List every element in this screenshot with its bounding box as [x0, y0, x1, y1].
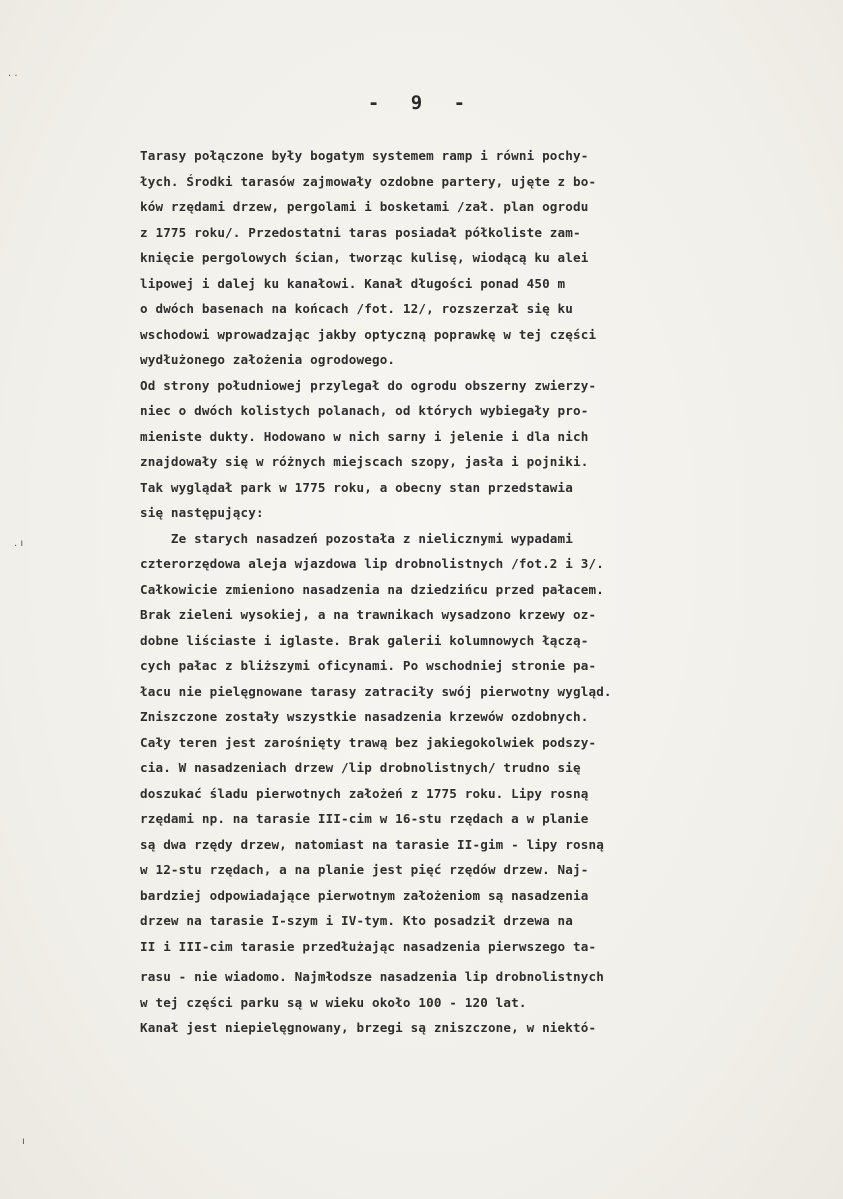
text-line: łych. Środki tarasów zajmowały ozdobne partery, ujęte z bo- — [140, 173, 597, 189]
text-line: cia. W nasadzeniach drzew /lip drobnolistnych/ trudno się — [140, 760, 581, 775]
text-line: znajdowały się w różnych miejscach szopy, jasła i pojniki. — [140, 454, 589, 469]
text-line: cych pałac z bliższymi oficynami. Po wschodniej stronie pa- — [140, 658, 597, 673]
text-line: Całkowicie zmieniono nasadzenia na dziedzińcu przed pałacem. — [140, 581, 604, 597]
text-line: II i III-cim tarasie przedłużając nasadzenia pierwszego ta- — [140, 938, 597, 954]
text-line: łacu nie pielęgnowane tarasy zatraciły swój pierwotny wygląd. — [140, 683, 612, 699]
text-line: doszukać śladu pierwotnych założeń z 1775 roku. Lipy rosną — [140, 785, 589, 801]
text-line: wschodowi wprowadzając jakby optyczną poprawkę w tej części — [140, 326, 597, 342]
text-line: niec o dwóch kolistych polanach, od których wybiegały pro- — [140, 403, 589, 418]
margin-mark-middle: . ı — [14, 538, 24, 549]
text-line: wydłużonego założenia ogrodowego. — [140, 352, 396, 367]
page-number: - 9 - — [367, 92, 476, 114]
text-line: się następujący: — [140, 505, 264, 520]
text-line: Ze starych nasadzeń pozostała z nielicznymi wypadami — [140, 530, 573, 546]
text-line: Cały teren jest zarośnięty trawą bez jakiegokolwiek podszy- — [140, 734, 597, 750]
text-line: z 1775 roku/. Przedostatni taras posiadał półkoliste zam- — [140, 224, 581, 240]
text-line: lipowej i dalej ku kanałowi. Kanał długości ponad 450 m — [140, 275, 566, 291]
text-line: o dwóch basenach na końcach /fot. 12/, rozszerzał się ku — [140, 301, 573, 316]
margin-mark-top: . . — [8, 68, 18, 79]
text-line: Tarasy połączone były bogatym systemem ramp i równi pochy- — [140, 148, 589, 163]
margin-mark-bottom: ı — [22, 1136, 25, 1147]
text-line: rasu - nie wiadomo. Najmłodsze nasadzenia lip drobnolistnych — [140, 969, 604, 984]
text-line: w tej części parku są w wieku około 100 - 120 lat. — [140, 994, 527, 1010]
text-line: dobne liściaste i iglaste. Brak galerii kolumnowych łączą- — [140, 632, 589, 648]
text-line: Kanał jest niepielęgnowany, brzegi są zniszczone, w niektó- — [140, 1020, 597, 1035]
text-line: Tak wyglądał park w 1775 roku, a obecny stan przedstawia — [140, 479, 573, 495]
text-line: Brak zieleni wysokiej, a na trawnikach wysadzono krzewy oz- — [140, 607, 597, 622]
text-line: knięcie pergolowych ścian, tworząc kulisę, wiodącą ku alei — [140, 250, 589, 265]
text-line: mieniste dukty. Hodowano w nich sarny i jelenie i dla nich — [140, 428, 589, 444]
body-text — [140, 143, 790, 1041]
text-line: czterorzędowa aleja wjazdowa lip drobnolistnych /fot.2 i 3/. — [140, 556, 604, 571]
text-line: drzew na tarasie I-szym i IV-tym. Kto posadził drzewa na — [140, 913, 573, 928]
text-line: w 12-stu rzędach, a na planie jest pięć rzędów drzew. Naj- — [140, 862, 589, 877]
text-line: bardziej odpowiadające pierwotnym założeniom są nasadzenia — [140, 887, 589, 903]
text-line: ków rzędami drzew, pergolami i bosketami /zał. plan ogrodu — [140, 199, 589, 214]
text-line: są dwa rzędy drzew, natomiast na tarasie II-gim - lipy rosną — [140, 836, 604, 852]
text-line: Zniszczone zostały wszystkie nasadzenia krzewów ozdobnych. — [140, 709, 589, 724]
text-line: rzędami np. na tarasie III-cim w 16-stu rzędach a w planie — [140, 811, 589, 826]
text-line: Od strony południowej przylegał do ogrodu obszerny zwierzy- — [140, 377, 597, 393]
